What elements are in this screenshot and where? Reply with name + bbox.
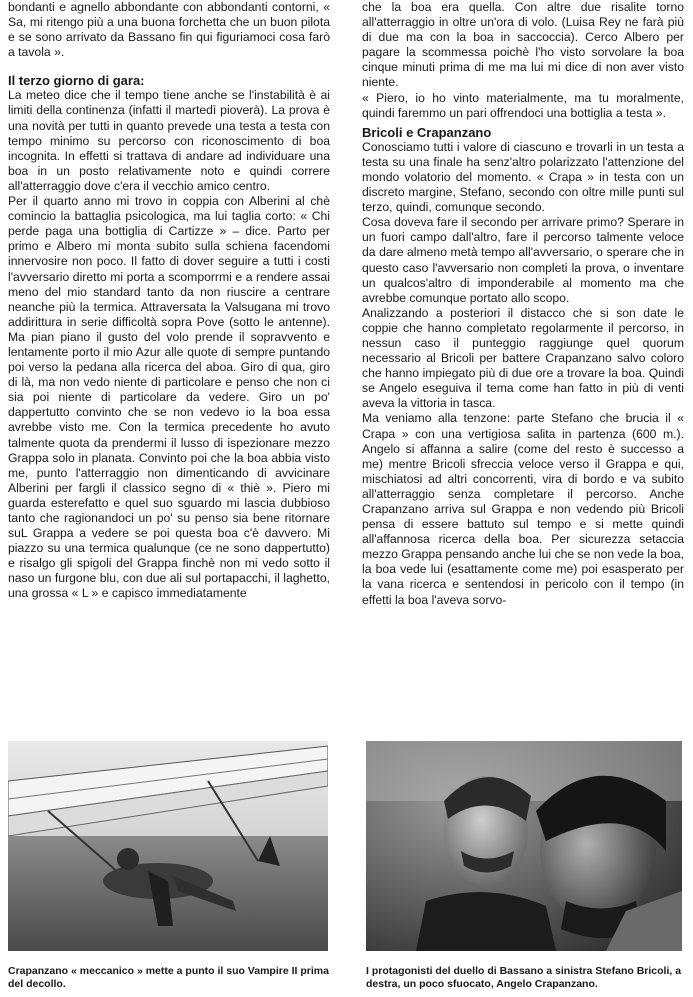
heading-terzo-giorno: Il terzo giorno di gara: (8, 73, 145, 89)
pilots-portrait-photo (366, 741, 682, 951)
paragraph-meteo: La meteo dice che il tempo tiene anche se l'instabilità è ai limiti della continenza (infatti il martedì pioverà). La prova è una novità per tutti in quanto prevede una testa a testa con tempo minimo su percorso con riconoscimento di boa incognita. In effetti si trattava di andare ad individuare una boa in un posto relativamente noto e quindi correre all'atterraggio dove c'era il vecchio amico centro. (8, 88, 330, 193)
paragraph-analizzando: Analizzando a posteriori il distacco che si son date le coppie che hanno completato regolarmente il percorso, in nessun caso il punteggio raggiunge quel quorum necessario al Bricoli per battere Crapanzano salvo coloro che hanno impiegato più di due ore a trovare la boa. Quindi se Angelo eseguiva il tema come han fatto in più di venti aveva la vittoria in tasca. (362, 305, 684, 411)
hang-glider-illustration (8, 741, 328, 951)
paragraph-intro: bondanti e agnello abbondante con abbondanti contorni, « Sa, mi ritengo più a una buona forchetta che un buon pilota e se sono arrivato da Bassano fin qui figuriamoci cosa farò a tavola ». (8, 0, 330, 60)
paragraph-continuation: che la boa era quella. Con altre due risalite torno all'atterraggio in oltre un'ora di volo. (Luisa Rey ne farà più di due ma con la boa in saccoccia). Cerco Albero per pagare la scommessa poichè l'ho visto sorvolare la boa cinque minuti prima di me ma lui mi dice di non aver visto niente. (362, 0, 684, 90)
heading-bricoli-crapanzano: Bricoli e Crapanzano (362, 124, 492, 140)
hang-glider-photo (8, 741, 328, 951)
pilots-portrait-illustration (366, 741, 682, 951)
caption-left: Crapanzano « meccanico » mette a punto il suo Vampire II prima del decollo. (8, 965, 329, 990)
paragraph-piero-quote: « Piero, io ho vinto materialmente, ma tu moralmente, quindi faremmo un pari offrendoci una bottiglia a testa ». (362, 90, 684, 120)
paragraph-cosa-doveva: Cosa doveva fare il secondo per arrivare primo? Sperare in un fuori campo dall'altro, fare il percorso talmente veloce da dare almeno metà tempo all'avversario, o sperare che in questo caso l'avversario non completi la prova, o inventare un qualcos'altro di imponderabile al momento ma che avrebbe comunque portato allo scopo. (362, 215, 684, 305)
paragraph-quarto-anno: Per il quarto anno mi trovo in coppia con Alberini al chè comincio la battaglia psicologica, ma lui taglia corto: « Chi perde paga una bottiglia di Cartizze » – dice. Parto per primo e Albero mi monta subito sulla schiena facendomi innervosire non poco. Il fatto di dover seguire a tutti i costi l'avversario diretto mi porta a scomporrmi e a rendere assai meno del mio standard tanto da non riuscire a centrare neanche più la termica. Attraversata la Valsugana mi trovo addirittura in serie difficoltà sopra Pove (sotto le antenne). Ma pian piano il gusto del volo prende il sopravvento e lentamente porto il mio Azur alle quote di sempre puntando poi verso la pedana alla ricerca del aboa. Giro di qua, giro di là, ma non vedo niente di particolare e penso che non ci sia poi niente di particolare da vedere. Giro un po' dappertutto convinto che se non vedevo io la boa essa avrebbe visto me. Con la termica precedente ho avuto talmente quota da prendermi il lusso di ispezionare mezzo Grappa solo in planata. Convinto poi che la boa abbia visto me, punto l'atterraggio non dimenticando di avvicinare Alberini per fargli il classico segno di « thiè ». Piero mi guarda esterefatto e quel suo sguardo mi lascia dubbioso tanto che ragionandoci un po' su penso sia bene ritornare suL Grappa a vedere se poi questa boa c'è davvero. Mi piazzo su una termica qualunque (ce ne sono dappertutto) e risalgo gli spigoli del Grappa finchè non mi vedo sotto il naso un furgone blu, con due ali sul portapacchi, il laghetto, una grossa « L » e capisco immediatamente (8, 194, 330, 601)
caption-right: I protagonisti del duello di Bassano a sinistra Stefano Bricoli, a destra, un poco sfuocato, Angelo Crapanzano. (366, 965, 682, 990)
paragraph-conosciamo: Conosciamo tutti i valore di ciascuno e trovarli in un testa a testa su una finale ha senz'altro polarizzato l'attenzione del mondo volatorio del momento. « Crapa » in testa con un discreto margine, Stefano, secondo con oltre mille punti sul terzo, quindi, comunque secondo. (362, 139, 684, 215)
left-column (8, 0, 330, 602)
paragraph-tenzone: Ma veniamo alla tenzone: parte Stefano che brucia il « Crapa » con una vertigiosa salita in partenza (600 m.). Angelo si affanna a salire (come del resto è successo a me) mentre Bricoli sfreccia veloce verso il Grappa e qui, mischiatosi ad altri concorrenti, vira di bordo e va subito all'atterraggio senza completare il percorso. Anche Crapanzano arriva sul Grappa e non vedendo più Bricoli pensa di essere battuto sul tempo e si mette quindi all'affannosa ricerca della boa. Per sicurezza setaccia mezzo Grappa pensando anche lui che se non vede la boa, la boa vede lui (esattamente come me) poi esasperato per la vana ricerca e sentendosi in pericolo con il tempo (in effetti la boa l'aveva sorvo- (362, 411, 684, 607)
right-column (362, 0, 684, 608)
